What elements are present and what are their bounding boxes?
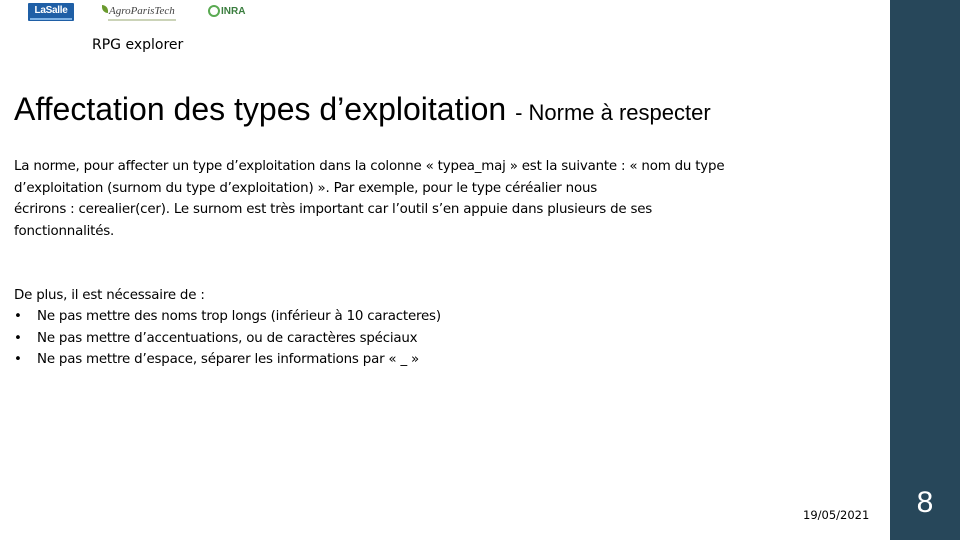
header-text: RPG explorer [92, 37, 184, 53]
paragraph-line: fonctionnalités. [14, 223, 115, 239]
right-sidebar [890, 0, 960, 540]
slide-title [14, 91, 711, 128]
list-intro: De plus, il est nécessaire de : [14, 288, 205, 303]
body-paragraph [14, 156, 864, 242]
lasalle-logo [28, 3, 74, 21]
bullet-icon: • [14, 330, 22, 346]
bullet-list [14, 306, 441, 371]
list-item-text: Ne pas mettre d’espace, séparer les informations par « _ » [37, 352, 420, 367]
slide-title-sub: - Norme à respecter [515, 100, 711, 125]
inra-logo-text: INRA [221, 6, 246, 17]
lasalle-logo-text: LaSalle [34, 5, 68, 16]
leaf-icon [102, 5, 108, 13]
list-item [14, 328, 441, 350]
agroparistech-logo-text: AgroParisTech [109, 5, 175, 17]
bullet-icon: • [14, 352, 22, 367]
agroparistech-logo [102, 5, 175, 17]
slide-title-main: Affectation des types d’exploitation [14, 91, 507, 127]
list-item [14, 349, 441, 371]
lasalle-logo-underline [30, 18, 72, 20]
paragraph-line: écrirons : cerealier(cer). Le surnom est très important car l’outil s’en appuie dans plusieurs de ses [14, 202, 653, 217]
inra-mark-icon [208, 5, 220, 17]
inra-logo [208, 5, 245, 17]
list-item [14, 306, 441, 328]
list-item-text: Ne pas mettre d’accentuations, ou de caractères spéciaux [37, 330, 418, 346]
paragraph-line: La norme, pour affecter un type d’exploitation dans la colonne « typea_maj » est la suivante : « nom du type [14, 159, 725, 174]
slide-date: 19/05/2021 [803, 508, 870, 522]
list-item-text: Ne pas mettre des noms trop longs (inférieur à 10 caracteres) [37, 309, 441, 324]
bullet-icon: • [14, 309, 22, 324]
page-number: 8 [916, 486, 934, 519]
paragraph-line: d’exploitation (surnom du type d’exploitation) ». Par exemple, pour le type céréalier nous [14, 180, 598, 196]
agroparistech-logo-bar [108, 19, 176, 21]
